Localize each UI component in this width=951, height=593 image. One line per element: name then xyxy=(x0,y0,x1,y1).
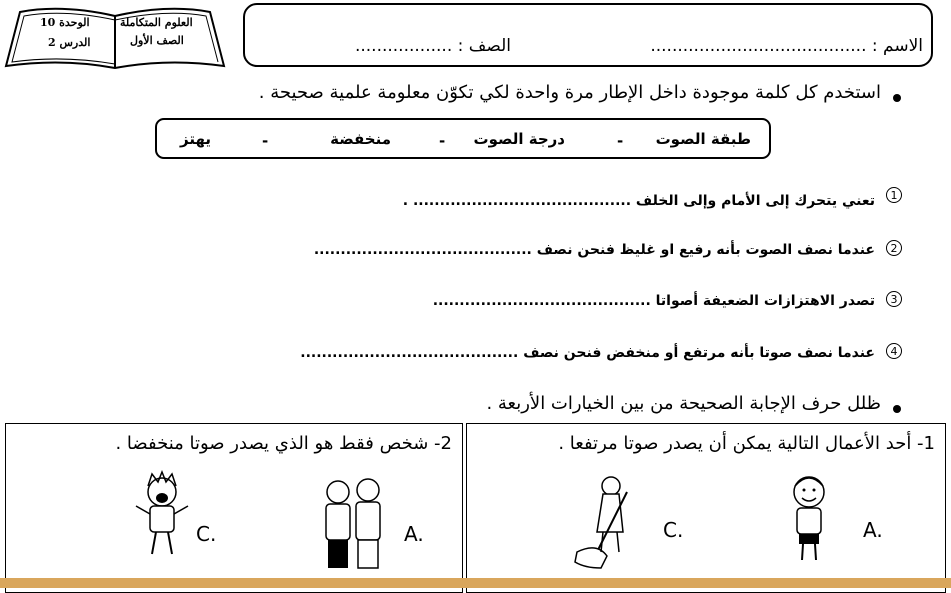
sweeping-woman-icon xyxy=(567,472,657,572)
shouting-child-icon xyxy=(132,470,192,560)
word-bank xyxy=(155,118,771,159)
question-number: 3 xyxy=(886,291,902,307)
class-field[interactable]: الصف : .................. xyxy=(354,36,511,56)
bullet-icon xyxy=(893,94,901,102)
question-number: 4 xyxy=(886,343,902,359)
word-separator: - xyxy=(617,132,624,150)
question-2-panel xyxy=(5,423,463,593)
boy-icon xyxy=(785,472,833,562)
badge-grade: الصف الأول xyxy=(130,34,184,47)
badge-subject: العلوم المتكاملة xyxy=(120,16,193,29)
word-bank-item: يهتز xyxy=(180,130,211,148)
fill-question[interactable]: تصدر الاهتزازات الضعيفة أصواتا ......................................... xyxy=(432,293,875,309)
option-c[interactable]: C. xyxy=(663,518,684,542)
student-info-box xyxy=(243,3,933,67)
mcq-question-1: 1- أحد الأعمال التالية يمكن أن يصدر صوتا مرتفعا . xyxy=(558,433,935,454)
fill-question[interactable]: تعني يتحرك إلى الأمام وإلى الخلف ......................................... . xyxy=(402,193,875,209)
option-c[interactable]: C. xyxy=(196,522,217,546)
word-separator: - xyxy=(439,132,446,150)
word-separator: - xyxy=(262,132,269,150)
fill-question[interactable]: عندما نصف صوتا بأنه مرتفع أو منخفض فنحن نصف ......................................... xyxy=(300,345,875,361)
word-bank-item: درجة الصوت xyxy=(473,130,565,148)
badge-unit: الوحدة 10 xyxy=(40,16,90,29)
option-a[interactable]: A. xyxy=(863,518,883,542)
name-field[interactable]: الاسم : ........................................ xyxy=(650,36,923,56)
lesson-badge xyxy=(2,2,228,72)
section1-instruction: استخدم كل كلمة موجودة داخل الإطار مرة واحدة لكي تكوّن معلومة علمية صحيحة . xyxy=(258,82,881,103)
badge-lesson: الدرس 2 xyxy=(48,36,91,49)
fill-question[interactable]: عندما نصف الصوت بأنه رفيع او غليظ فنحن نصف ......................................... xyxy=(313,242,875,258)
section2-instruction: ظلل حرف الإجابة الصحيحة من بين الخيارات الأربعة . xyxy=(486,393,881,414)
question-number: 2 xyxy=(886,240,902,256)
book-icon xyxy=(2,2,228,72)
taskbar-strip xyxy=(0,578,951,588)
word-bank-item: طبقة الصوت xyxy=(655,130,751,148)
word-bank-item: منخفضة xyxy=(330,130,391,148)
whispering-kids-icon xyxy=(312,476,392,576)
option-a[interactable]: A. xyxy=(404,522,424,546)
question-1-panel xyxy=(466,423,946,593)
bullet-icon xyxy=(893,405,901,413)
mcq-question-2: 2- شخص فقط هو الذي يصدر صوتا منخفضا . xyxy=(115,433,452,454)
question-number: 1 xyxy=(886,187,902,203)
